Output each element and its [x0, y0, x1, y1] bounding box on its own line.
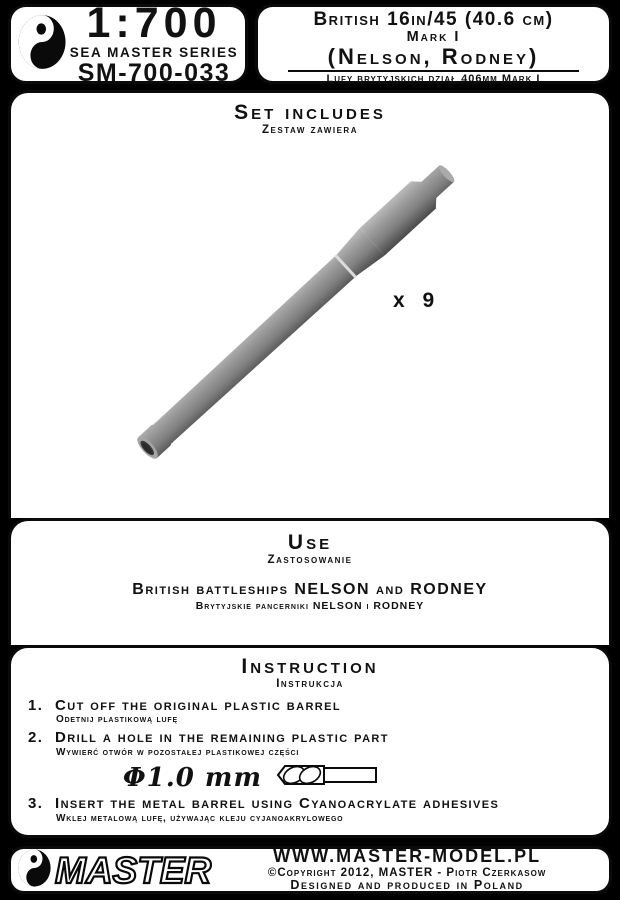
- step-1-text-pl: Odetnij plastikową lufę: [56, 714, 178, 726]
- master-logo-icon-footer: [17, 846, 53, 895]
- scale-label: 1:700: [86, 0, 222, 48]
- product-title-line1: British 16in/45 (40.6 cm): [313, 9, 554, 30]
- product-title-line3: (Nelson, Rodney): [327, 44, 540, 70]
- footer-info: [211, 847, 599, 892]
- master-logo-icon: [17, 9, 69, 80]
- section-use: [8, 518, 612, 645]
- main-sheet: [8, 90, 612, 838]
- series-label: SEA MASTER SERIES: [69, 45, 239, 61]
- step-2-text-pl: Wywierć otwór w pozostałej plastikowej części: [56, 747, 300, 759]
- instruction-steps: [11, 698, 609, 824]
- header: [8, 0, 612, 87]
- product-title-line2: Mark I: [406, 28, 461, 45]
- step-3-text-pl: Wklej metalową lufę, używając kleju cyjanoakrylowego: [56, 812, 344, 824]
- drill-diameter-label: Φ1.0 mm: [123, 762, 262, 793]
- made-in-line: Designed and produced in Poland: [290, 878, 524, 893]
- brand-box: [8, 0, 248, 87]
- section-instruction: [8, 645, 612, 838]
- use-title-pl: Zastosowanie: [267, 554, 353, 567]
- website-url: WWW.MASTER-MODEL.PL: [273, 846, 542, 867]
- section-set-includes: [8, 90, 612, 518]
- instruction-title-pl: Instrukcja: [276, 678, 344, 691]
- instruction-step-1: [28, 698, 599, 726]
- step-1-number: 1.: [28, 696, 44, 714]
- use-text-pl: Brytyjskie pancerniki NELSON i RODNEY: [195, 599, 425, 612]
- quantity-label: x 9: [393, 289, 441, 312]
- product-id-block: [69, 2, 239, 86]
- set-includes-title-pl: Zestaw zawiera: [262, 124, 358, 137]
- use-title: Use: [287, 531, 333, 554]
- title-box: [255, 4, 612, 84]
- step-2-text: Drill a hole in the remaining plastic part: [55, 729, 389, 747]
- brand-wordmark: MASTER: [55, 849, 212, 891]
- instruction-title: Instruction: [241, 655, 379, 678]
- drill-bit-icon: [276, 763, 380, 792]
- set-includes-title: Set includes: [234, 101, 386, 124]
- instruction-step-2: [28, 730, 599, 758]
- step-1-text: Cut off the original plastic barrel: [55, 696, 341, 714]
- title-divider: [288, 70, 579, 72]
- footer: [8, 846, 612, 894]
- instruction-step-3: [28, 796, 599, 824]
- step-2-number: 2.: [28, 729, 44, 747]
- use-text: British battleships NELSON and RODNEY: [132, 580, 488, 598]
- step-3-text: Insert the metal barrel using Cyanoacrylate adhesives: [55, 795, 500, 813]
- product-subtitle-pl: Lufy brytyjskich dział 406mm Mark I: [326, 73, 541, 86]
- product-code: SM-700-033: [77, 58, 231, 87]
- copyright-line: ©Copyright 2012, MASTER - Piotr Czerkasow: [267, 866, 547, 879]
- drill-spec: [123, 763, 599, 792]
- step-3-number: 3.: [28, 795, 44, 813]
